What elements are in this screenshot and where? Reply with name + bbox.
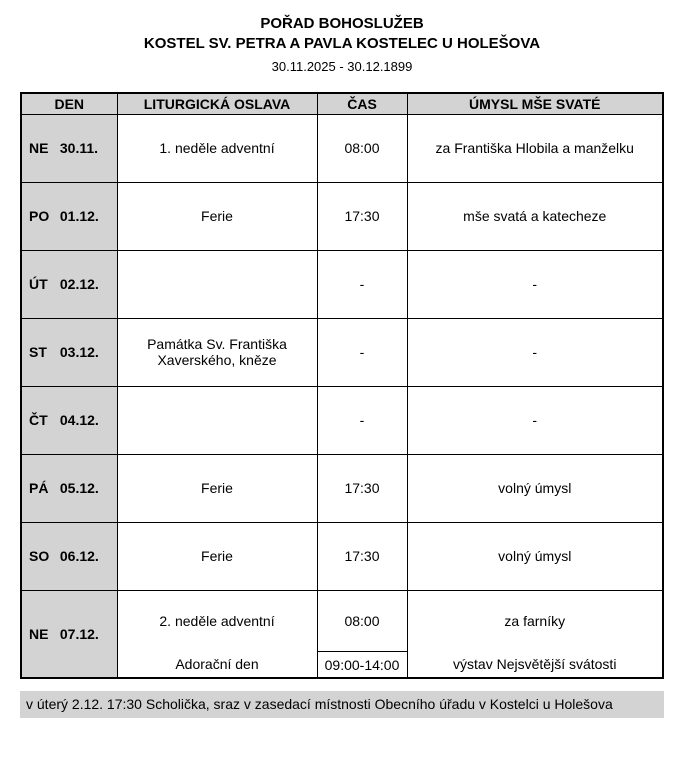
footer-note: v úterý 2.12. 17:30 Scholička, sraz v zasedací místnosti Obecního úřadu v Kostelci u Holešova <box>20 691 664 718</box>
day-date: 01.12. <box>59 208 99 224</box>
table-row <box>21 454 663 522</box>
day-date: 30.11. <box>59 140 99 156</box>
time-cell: - <box>317 250 407 318</box>
table-row <box>21 250 663 318</box>
day-cell <box>21 590 117 678</box>
column-header-cas: ČAS <box>317 93 407 114</box>
day-cell <box>21 250 117 318</box>
day-date: 06.12. <box>59 548 99 564</box>
celebration-cell: Památka Sv. Františka Xaverského, kněze <box>117 318 317 386</box>
celebration-line2: Adorační den <box>175 656 259 672</box>
day-cell <box>21 318 117 386</box>
table-row <box>21 114 663 182</box>
intention-cell: - <box>407 318 663 386</box>
time-cell: 17:30 <box>317 182 407 250</box>
celebration-cell: Ferie <box>117 182 317 250</box>
intention-cell: volný úmysl <box>407 454 663 522</box>
day-abbr: SO <box>29 548 50 564</box>
day-abbr: ÚT <box>29 276 48 292</box>
day-date: 07.12. <box>59 625 99 642</box>
time-cell: 17:30 <box>317 522 407 590</box>
time-line1: 08:00 <box>344 612 380 629</box>
table-row <box>21 522 663 590</box>
time-cell <box>317 590 407 678</box>
time-cell: 08:00 <box>317 114 407 182</box>
table-row-last <box>21 590 663 678</box>
time-line2: 09:00-14:00 <box>318 651 407 677</box>
intention-cell <box>407 590 663 678</box>
day-abbr: PÁ <box>29 480 49 496</box>
schedule-table <box>20 92 664 679</box>
time-cell: 17:30 <box>317 454 407 522</box>
column-header-den: DEN <box>21 93 117 114</box>
celebration-cell <box>117 590 317 678</box>
day-date: 02.12. <box>59 276 99 292</box>
table-row <box>21 386 663 454</box>
intention-cell: mše svatá a katecheze <box>407 182 663 250</box>
table-row <box>21 318 663 386</box>
intention-cell: volný úmysl <box>407 522 663 590</box>
intention-line1: za farníky <box>504 612 566 629</box>
celebration-cell <box>117 386 317 454</box>
table-header-row <box>21 93 663 114</box>
intention-cell: - <box>407 386 663 454</box>
day-abbr: NE <box>29 140 49 156</box>
celebration-cell: Ferie <box>117 522 317 590</box>
celebration-cell: 1. neděle adventní <box>117 114 317 182</box>
day-cell <box>21 522 117 590</box>
day-cell <box>21 386 117 454</box>
day-abbr: NE <box>29 625 49 642</box>
time-cell: - <box>317 386 407 454</box>
church-title: KOSTEL SV. PETRA A PAVLA KOSTELEC U HOLEŠOVA <box>143 35 541 52</box>
column-header-umysl: ÚMYSL MŠE SVATÉ <box>407 93 663 114</box>
day-abbr: PO <box>29 208 50 224</box>
day-date: 03.12. <box>59 344 99 360</box>
day-abbr: ČT <box>29 412 48 428</box>
intention-cell: - <box>407 250 663 318</box>
document-header <box>20 14 664 76</box>
celebration-line1: 2. neděle adventní <box>159 612 275 629</box>
date-range: 30.11.2025 - 30.12.1899 <box>271 59 413 74</box>
intention-line2: výstav Nejsvětější svátosti <box>453 656 617 672</box>
day-abbr: ST <box>29 344 47 360</box>
day-date: 04.12. <box>59 412 99 428</box>
celebration-cell <box>117 250 317 318</box>
table-row <box>21 182 663 250</box>
time-cell: - <box>317 318 407 386</box>
column-header-liturgicka-oslava: LITURGICKÁ OSLAVA <box>117 93 317 114</box>
celebration-cell: Ferie <box>117 454 317 522</box>
day-cell <box>21 114 117 182</box>
day-date: 05.12. <box>59 480 99 496</box>
page-title: POŘAD BOHOSLUŽEB <box>260 15 424 32</box>
intention-cell: za Františka Hlobila a manželku <box>407 114 663 182</box>
day-cell <box>21 454 117 522</box>
day-cell <box>21 182 117 250</box>
